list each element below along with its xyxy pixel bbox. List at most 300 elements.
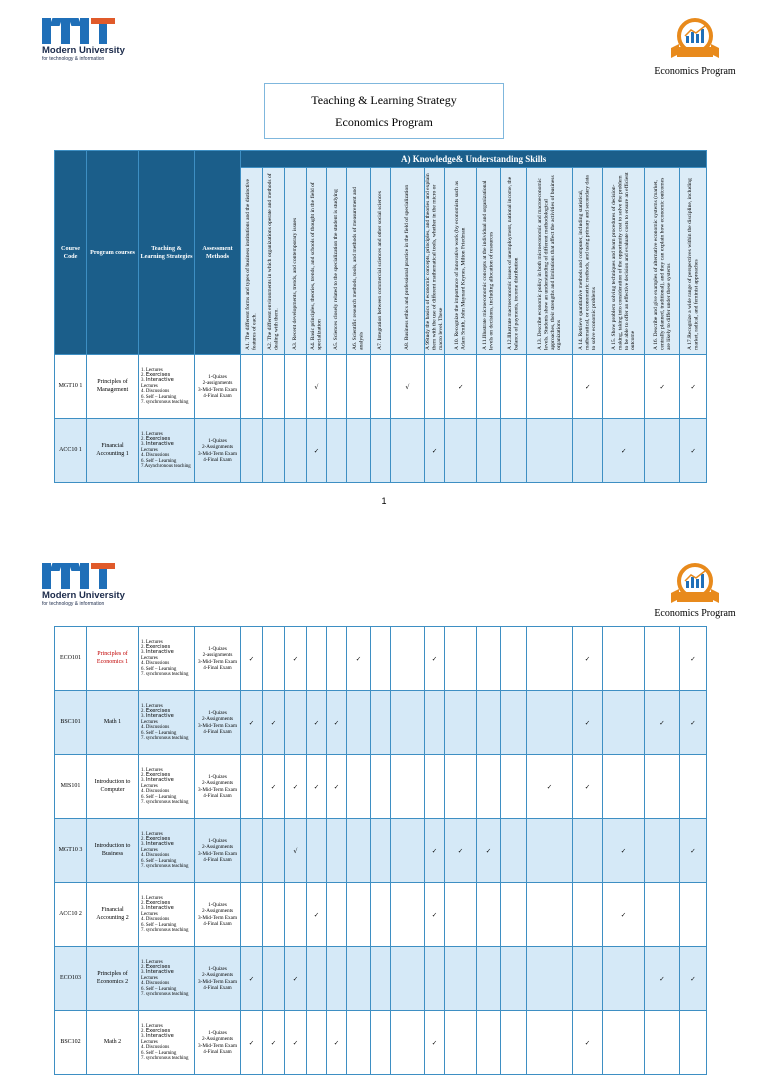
strategy-text: 3. bbox=[141, 714, 146, 720]
mark-cell: √ bbox=[391, 355, 425, 419]
mark-cell: ✓ bbox=[425, 819, 445, 883]
assessment-line: 2-Assignments bbox=[201, 908, 234, 915]
mark-cell bbox=[347, 755, 371, 819]
assessment-line: 1-Quizes bbox=[208, 902, 227, 909]
strategy-text: Exercises bbox=[145, 963, 171, 970]
program-caption: Economics Program bbox=[654, 608, 736, 619]
mark-cell bbox=[527, 627, 573, 691]
strategies-cell bbox=[139, 819, 195, 883]
assessment-line: 4-Final Exam bbox=[203, 856, 232, 863]
skill-header bbox=[371, 168, 391, 355]
strategy-text: 3. bbox=[141, 970, 146, 976]
mark-cell: ✓ bbox=[241, 627, 263, 691]
mark-cell: ✓ bbox=[285, 755, 307, 819]
strategy-text: Lectures bbox=[141, 847, 158, 853]
strategy-text: Exercises bbox=[145, 435, 171, 442]
header-band-row bbox=[55, 151, 707, 168]
mark-cell bbox=[263, 819, 285, 883]
assessment-line: 3-Mid-Term Exam bbox=[198, 386, 237, 393]
strategy-text: Exercises bbox=[145, 899, 171, 906]
mark-cell bbox=[445, 419, 477, 483]
course-name-cell: Principles of Economics 1 bbox=[87, 627, 139, 691]
mark-cell bbox=[371, 355, 391, 419]
mark-cell: ✓ bbox=[307, 755, 327, 819]
course-name-cell: Principles of Management bbox=[87, 355, 139, 419]
mark-cell bbox=[263, 419, 285, 483]
strategy-line bbox=[141, 928, 194, 933]
university-name: Modern University bbox=[42, 590, 125, 601]
strategy-text: 1. Lectures bbox=[141, 767, 163, 773]
mark-cell bbox=[477, 947, 501, 1011]
table-row bbox=[55, 627, 707, 691]
strategy-text: Interactive bbox=[145, 969, 174, 976]
assessment-line: 4-Final Exam bbox=[203, 984, 232, 991]
mark-cell bbox=[327, 883, 347, 947]
mark-cell: ✓ bbox=[327, 755, 347, 819]
mark-cell: ✓ bbox=[307, 691, 327, 755]
strategy-text: Lectures bbox=[141, 783, 158, 789]
mark-cell bbox=[445, 691, 477, 755]
assessment-line: 3-Mid-Term Exam bbox=[198, 450, 237, 457]
skill-header bbox=[445, 168, 477, 355]
course-name-cell: Introduction to Business bbox=[87, 819, 139, 883]
strategy-text: 7. synchronous teaching bbox=[141, 864, 189, 870]
mark-cell bbox=[241, 883, 263, 947]
skill-header bbox=[307, 168, 327, 355]
column-header: Assessment Methods bbox=[195, 151, 241, 355]
mark-cell: ✓ bbox=[573, 355, 603, 419]
mark-cell: ✓ bbox=[425, 419, 445, 483]
strategies-cell bbox=[139, 627, 195, 691]
table-row bbox=[55, 355, 707, 419]
mark-cell: ✓ bbox=[327, 691, 347, 755]
mark-cell: ✓ bbox=[680, 355, 707, 419]
page-number: 1 bbox=[381, 496, 387, 506]
strategy-text: 4. Discussions bbox=[141, 661, 170, 667]
strategies-cell bbox=[139, 691, 195, 755]
skill-header-text: A 16. Describe and give examples of alternative economic systems (market, centrally planned, traditional), and they can explain how economic outcomes are likely to differ under these systems bbox=[652, 177, 672, 350]
strategy-text: 6. Self – Learning bbox=[141, 986, 177, 992]
mark-cell: ✓ bbox=[445, 355, 477, 419]
mark-cell: ✓ bbox=[573, 755, 603, 819]
skill-header-text: A7. Integration between commercial sciences and other social sciences bbox=[377, 191, 384, 350]
assessment-line: 3-Mid-Term Exam bbox=[198, 786, 237, 793]
mark-cell bbox=[285, 883, 307, 947]
assessment-line: 1-Quizes bbox=[208, 374, 227, 381]
mark-cell: ✓ bbox=[425, 1011, 445, 1075]
assessment-line: 4-Final Exam bbox=[203, 728, 232, 735]
assessment-cell bbox=[195, 355, 241, 419]
strategy-line bbox=[141, 400, 194, 405]
skill-header bbox=[425, 168, 445, 355]
assessment-line: 1-Quizes bbox=[208, 438, 227, 445]
mark-cell bbox=[307, 627, 327, 691]
mark-cell bbox=[477, 883, 501, 947]
strategy-text: Lectures bbox=[141, 447, 158, 453]
mark-cell: ✓ bbox=[347, 627, 371, 691]
page-subtitle: Economics Program bbox=[335, 115, 433, 129]
skill-header-text: A 10. Recognize the importance of innovative work (by economists such as Adam Smith, John Maynard Keynes, Milton Friedman bbox=[454, 180, 467, 350]
mark-cell: ✓ bbox=[680, 627, 707, 691]
mark-cell: ✓ bbox=[603, 883, 645, 947]
strategy-text: 4. Discussions bbox=[141, 453, 170, 459]
course-code-cell: ACC10 1 bbox=[55, 419, 87, 483]
strategies-cell bbox=[139, 1011, 195, 1075]
mark-cell: ✓ bbox=[327, 1011, 347, 1075]
mark-cell bbox=[425, 755, 445, 819]
skill-header-text: A2. The different environments in which organizations operate and methods of dealing with them. bbox=[267, 173, 280, 350]
mark-cell bbox=[241, 419, 263, 483]
skills-table bbox=[54, 150, 707, 483]
strategy-text: 2. bbox=[141, 644, 146, 650]
strategy-text: 2. bbox=[141, 836, 146, 842]
course-code-cell: BSC102 bbox=[55, 1011, 87, 1075]
page-1 bbox=[0, 0, 768, 530]
mark-cell: ✓ bbox=[263, 691, 285, 755]
mark-cell bbox=[603, 355, 645, 419]
strategy-text: 1. Lectures bbox=[141, 1023, 163, 1029]
mark-cell: ✓ bbox=[285, 947, 307, 1011]
mark-cell bbox=[501, 819, 527, 883]
mark-cell: ✓ bbox=[680, 947, 707, 1011]
strategy-text: 4. Discussions bbox=[141, 1045, 170, 1051]
mark-cell bbox=[501, 691, 527, 755]
course-name-cell: Principles of Economics 2 bbox=[87, 947, 139, 1011]
strategy-text: Interactive bbox=[145, 905, 174, 912]
mti-logo-mark bbox=[42, 14, 116, 44]
mark-cell bbox=[307, 947, 327, 1011]
mark-cell bbox=[501, 883, 527, 947]
mark-cell bbox=[391, 819, 425, 883]
mark-cell bbox=[347, 355, 371, 419]
skill-header bbox=[573, 168, 603, 355]
mark-cell: ✓ bbox=[603, 419, 645, 483]
mark-cell: ✓ bbox=[425, 883, 445, 947]
mark-cell bbox=[477, 755, 501, 819]
course-code-cell: MIS101 bbox=[55, 755, 87, 819]
mark-cell bbox=[425, 947, 445, 1011]
strategy-text: 6. Self – Learning bbox=[141, 858, 177, 864]
assessment-line: 4-Final Exam bbox=[203, 792, 232, 799]
strategy-text: Exercises bbox=[145, 707, 171, 714]
mark-cell bbox=[371, 755, 391, 819]
mti-logo-mark bbox=[42, 559, 116, 589]
mark-cell bbox=[501, 1011, 527, 1075]
skill-header-text: A 13. Describe economic policy in both microeconomic and macroeconomic levels. Students show an understanding of different methodological approaches, their strengths and limitations that affect the activities of business organizations bbox=[536, 175, 563, 350]
course-code-cell: BSC101 bbox=[55, 691, 87, 755]
mark-cell: ✓ bbox=[603, 819, 645, 883]
strategy-text: 7. synchronous teaching bbox=[141, 1056, 189, 1062]
mark-cell: ✓ bbox=[263, 1011, 285, 1075]
assessment-line: 1-Quizes bbox=[208, 966, 227, 973]
skill-header bbox=[391, 168, 425, 355]
faculty-badge-icon bbox=[665, 14, 725, 64]
mark-cell bbox=[327, 627, 347, 691]
assessment-line: 2-Assignments bbox=[201, 716, 234, 723]
mark-cell: √ bbox=[307, 355, 327, 419]
mark-cell bbox=[347, 419, 371, 483]
title-box bbox=[264, 83, 504, 139]
mark-cell bbox=[501, 947, 527, 1011]
mark-cell bbox=[527, 419, 573, 483]
strategy-text: 4. Discussions bbox=[141, 981, 170, 987]
faculty-badge bbox=[665, 14, 725, 64]
strategy-line bbox=[141, 672, 194, 677]
strategy-text: 6. Self – Learning bbox=[141, 1050, 177, 1056]
mark-cell bbox=[327, 419, 347, 483]
skill-header-text: A 17.Recognize a wide range of perspectives within the discipline, including market, radical, and feminist approaches bbox=[686, 178, 700, 350]
mark-cell: ✓ bbox=[680, 691, 707, 755]
mark-cell bbox=[527, 1011, 573, 1075]
assessment-line: 3-Mid-Term Exam bbox=[198, 978, 237, 985]
assessment-line: 3-Mid-Term Exam bbox=[198, 850, 237, 857]
mark-cell bbox=[347, 691, 371, 755]
strategy-text: Interactive bbox=[145, 777, 174, 784]
mark-cell bbox=[327, 947, 347, 1011]
strategy-text: 7. synchronous teaching bbox=[141, 928, 189, 934]
mark-cell bbox=[573, 419, 603, 483]
mark-cell bbox=[391, 1011, 425, 1075]
mark-cell: ✓ bbox=[680, 819, 707, 883]
mark-cell bbox=[645, 755, 680, 819]
strategy-text: Lectures bbox=[141, 719, 158, 725]
strategy-text: Exercises bbox=[145, 1027, 171, 1034]
strategies-cell bbox=[139, 755, 195, 819]
mark-cell: ✓ bbox=[285, 627, 307, 691]
mark-cell bbox=[285, 419, 307, 483]
strategy-text: 6. Self – Learning bbox=[141, 922, 177, 928]
mark-cell bbox=[391, 419, 425, 483]
mark-cell bbox=[603, 755, 645, 819]
strategy-text: 3. bbox=[141, 442, 146, 448]
mark-cell bbox=[445, 947, 477, 1011]
course-name-cell: Financial Accounting 2 bbox=[87, 883, 139, 947]
assessment-cell bbox=[195, 627, 241, 691]
assessment-line: 4-Final Exam bbox=[203, 392, 232, 399]
assessment-line: 1-Quizes bbox=[208, 646, 227, 653]
assessment-line: 2-assignments bbox=[202, 380, 233, 387]
mark-cell bbox=[645, 419, 680, 483]
skill-header bbox=[645, 168, 680, 355]
strategies-cell bbox=[139, 355, 195, 419]
strategy-text: 4. Discussions bbox=[141, 853, 170, 859]
skill-header bbox=[327, 168, 347, 355]
strategy-text: 2. bbox=[141, 708, 146, 714]
assessment-line: 2-Assignments bbox=[201, 780, 234, 787]
column-header: Course Code bbox=[55, 151, 87, 355]
strategies-cell bbox=[139, 947, 195, 1011]
strategy-text: Interactive bbox=[145, 649, 174, 656]
skills-table-continued bbox=[54, 626, 707, 1075]
strategy-text: 1. Lectures bbox=[141, 703, 163, 709]
strategy-line bbox=[141, 736, 194, 741]
assessment-line: 1-Quizes bbox=[208, 710, 227, 717]
mark-cell bbox=[527, 947, 573, 1011]
skill-header bbox=[285, 168, 307, 355]
strategy-text: 1. Lectures bbox=[141, 959, 163, 965]
mark-cell bbox=[371, 419, 391, 483]
skill-header bbox=[603, 168, 645, 355]
mark-cell bbox=[501, 355, 527, 419]
mark-cell bbox=[645, 1011, 680, 1075]
assessment-cell bbox=[195, 947, 241, 1011]
assessment-line: 3-Mid-Term Exam bbox=[198, 722, 237, 729]
mark-cell bbox=[371, 819, 391, 883]
course-code-cell: MGT10 1 bbox=[55, 355, 87, 419]
mark-cell bbox=[477, 1011, 501, 1075]
assessment-line: 2-Assignments bbox=[201, 972, 234, 979]
university-subtitle: for technology & information bbox=[42, 56, 105, 62]
mark-cell: ✓ bbox=[307, 419, 327, 483]
mark-cell bbox=[477, 355, 501, 419]
mark-cell bbox=[263, 355, 285, 419]
strategy-text: 6. Self – Learning bbox=[141, 666, 177, 672]
table-row bbox=[55, 819, 707, 883]
skill-header bbox=[347, 168, 371, 355]
mark-cell bbox=[327, 819, 347, 883]
mark-cell bbox=[573, 819, 603, 883]
strategy-text: Lectures bbox=[141, 975, 158, 981]
assessment-cell bbox=[195, 419, 241, 483]
mark-cell bbox=[603, 627, 645, 691]
mark-cell bbox=[645, 883, 680, 947]
mark-cell: ✓ bbox=[573, 691, 603, 755]
assessment-line: 1-Quizes bbox=[208, 838, 227, 845]
strategy-text: 7. synchronous teaching bbox=[141, 672, 189, 678]
faculty-badge-icon bbox=[665, 559, 725, 609]
assessment-line: 4-Final Exam bbox=[203, 664, 232, 671]
strategy-text: 7. synchronous teaching bbox=[141, 736, 189, 742]
course-code-cell: MGT10 3 bbox=[55, 819, 87, 883]
mark-cell: ✓ bbox=[573, 627, 603, 691]
mark-cell: ✓ bbox=[285, 1011, 307, 1075]
assessment-cell bbox=[195, 819, 241, 883]
mark-cell bbox=[263, 883, 285, 947]
course-name-cell: Introduction to Computer bbox=[87, 755, 139, 819]
mark-cell: √ bbox=[285, 819, 307, 883]
strategy-line bbox=[141, 1056, 194, 1061]
mark-cell bbox=[347, 819, 371, 883]
strategy-text: 1. Lectures bbox=[141, 895, 163, 901]
assessment-cell bbox=[195, 883, 241, 947]
mark-cell bbox=[241, 819, 263, 883]
mark-cell: ✓ bbox=[445, 819, 477, 883]
mark-cell bbox=[347, 883, 371, 947]
course-name-cell: Math 1 bbox=[87, 691, 139, 755]
mark-cell: ✓ bbox=[241, 947, 263, 1011]
strategy-line bbox=[141, 464, 194, 469]
mark-cell bbox=[371, 947, 391, 1011]
strategy-text: 1. Lectures bbox=[141, 367, 163, 373]
strategy-text: Interactive bbox=[145, 441, 174, 448]
skill-header-text: A 11.Illustrate microeconomic concepts at the individual and organizational levels on decisions, including allocation of resources bbox=[482, 180, 495, 350]
skill-header-text: A1. The different forms and types of business institutions and the distinctive features of each. bbox=[245, 179, 258, 350]
mark-cell bbox=[527, 355, 573, 419]
strategy-text: 7. synchronous teaching bbox=[141, 400, 189, 406]
table-row bbox=[55, 419, 707, 483]
mark-cell bbox=[603, 947, 645, 1011]
strategy-text: 7.Asynchronous teaching bbox=[141, 464, 191, 470]
strategy-text: 2. bbox=[141, 772, 146, 778]
strategy-text: 4. Discussions bbox=[141, 789, 170, 795]
mark-cell bbox=[241, 355, 263, 419]
course-name-cell: Financial Accounting 1 bbox=[87, 419, 139, 483]
strategy-text: 6. Self – Learning bbox=[141, 394, 177, 400]
mark-cell bbox=[371, 1011, 391, 1075]
strategy-line bbox=[141, 992, 194, 997]
strategy-text: 3. bbox=[141, 378, 146, 384]
strategy-text: Interactive bbox=[145, 377, 174, 384]
assessment-line: 2-Assignments bbox=[201, 1036, 234, 1043]
strategy-text: Exercises bbox=[145, 835, 171, 842]
assessment-line: 2-Assignments bbox=[201, 444, 234, 451]
page-2 bbox=[0, 545, 768, 1062]
strategy-text: 3. bbox=[141, 650, 146, 656]
mark-cell: ✓ bbox=[263, 755, 285, 819]
assessment-line: 2-assignments bbox=[202, 652, 233, 659]
column-header: Teaching & Learning Strategies bbox=[139, 151, 195, 355]
mark-cell: ✓ bbox=[645, 355, 680, 419]
strategy-text: Exercises bbox=[145, 771, 171, 778]
mark-cell bbox=[445, 627, 477, 691]
program-caption: Economics Program bbox=[654, 66, 736, 77]
assessment-line: 3-Mid-Term Exam bbox=[198, 658, 237, 665]
skill-header-text: A4. Basic principles, theories, trends, and schools of thought in the field of specialization bbox=[310, 182, 323, 350]
assessment-line: 2-Assignments bbox=[201, 844, 234, 851]
mark-cell bbox=[477, 419, 501, 483]
mark-cell: ✓ bbox=[307, 883, 327, 947]
mark-cell: ✓ bbox=[241, 691, 263, 755]
course-code-cell: ECO103 bbox=[55, 947, 87, 1011]
table-row bbox=[55, 883, 707, 947]
mark-cell bbox=[371, 627, 391, 691]
assessment-line: 3-Mid-Term Exam bbox=[198, 1042, 237, 1049]
mark-cell bbox=[391, 883, 425, 947]
university-logo bbox=[42, 14, 152, 62]
mark-cell bbox=[307, 819, 327, 883]
mark-cell bbox=[603, 691, 645, 755]
assessment-line: 4-Final Exam bbox=[203, 1048, 232, 1055]
mark-cell bbox=[573, 947, 603, 1011]
assessment-line: 3-Mid-Term Exam bbox=[198, 914, 237, 921]
mark-cell bbox=[501, 755, 527, 819]
mark-cell bbox=[527, 819, 573, 883]
strategy-text: 3. bbox=[141, 778, 146, 784]
skill-header-text: A3. Recent developments, trends, and contemporary issues bbox=[292, 217, 299, 350]
column-header: Program courses bbox=[87, 151, 139, 355]
mark-cell bbox=[680, 755, 707, 819]
mark-cell bbox=[307, 1011, 327, 1075]
skill-header-text: A 12.Illustrate macroeconomic issues of unemployment, national income, the balance of payments, income distribution bbox=[507, 176, 520, 350]
mark-cell bbox=[445, 755, 477, 819]
assessment-cell bbox=[195, 755, 241, 819]
course-code-cell: ECO101 bbox=[55, 627, 87, 691]
mark-cell bbox=[425, 691, 445, 755]
skill-header bbox=[501, 168, 527, 355]
strategy-text: 4. Discussions bbox=[141, 725, 170, 731]
mark-cell bbox=[347, 947, 371, 1011]
mark-cell bbox=[477, 691, 501, 755]
strategy-text: 2. bbox=[141, 436, 146, 442]
mark-cell: ✓ bbox=[477, 819, 501, 883]
mark-cell bbox=[645, 819, 680, 883]
mark-cell bbox=[445, 1011, 477, 1075]
assessment-line: 1-Quizes bbox=[208, 774, 227, 781]
mark-cell bbox=[445, 883, 477, 947]
mark-cell bbox=[263, 627, 285, 691]
skill-header-text: A 14. Retrieve quantitative methods and computer, including statistical, mathematical, or econometric methods, and using primary and secondary data to solve economic problems bbox=[578, 175, 597, 350]
assessment-cell bbox=[195, 1011, 241, 1075]
